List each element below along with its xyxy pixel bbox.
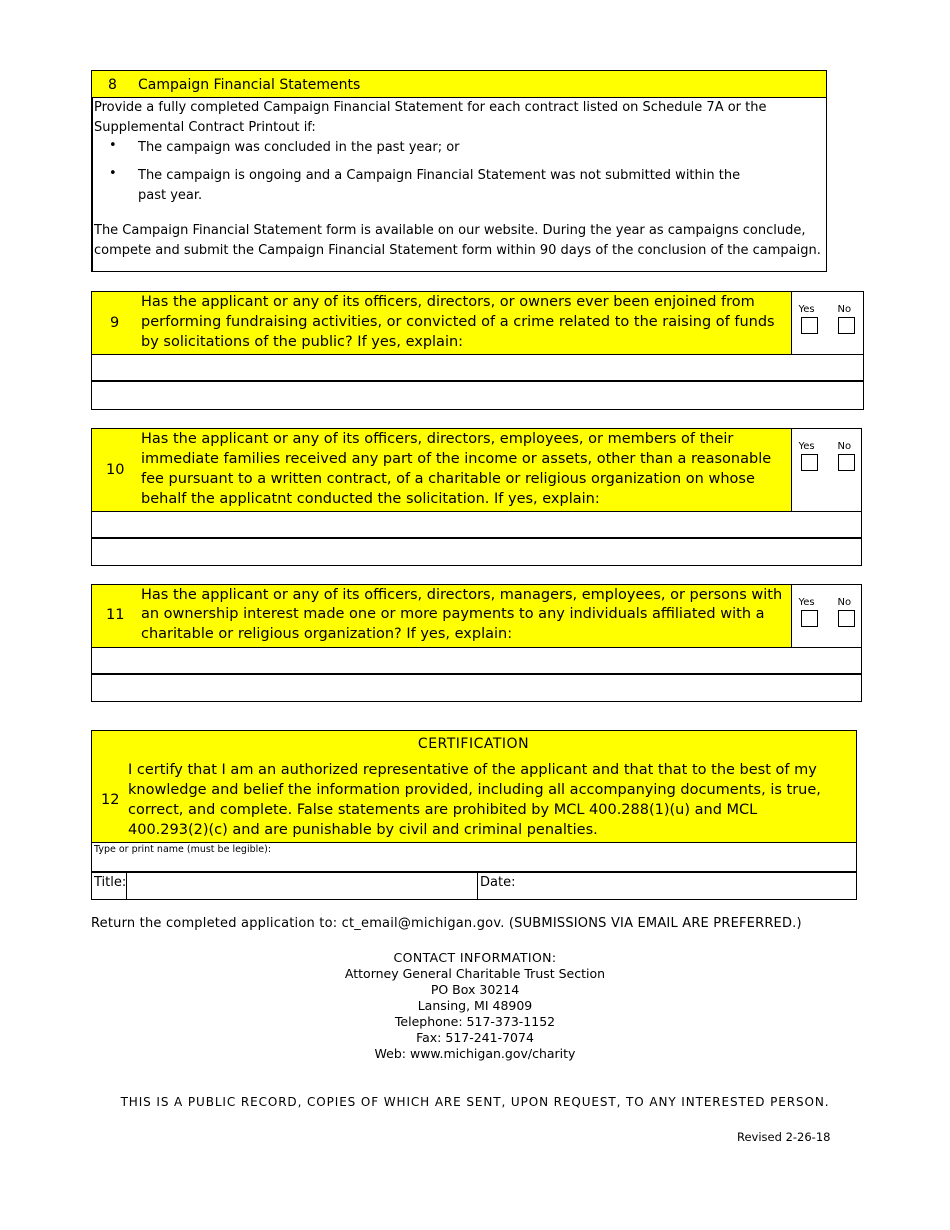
section-9-yes-no — [791, 291, 865, 355]
section-12 — [91, 730, 857, 900]
section-10-yes-no — [791, 428, 863, 512]
section-9-explain-line-2[interactable] — [91, 380, 864, 410]
section-8-closing-line-2: compete and submit the Campaign Financial Statement form within 90 days of the conclusion of the campaign. — [94, 243, 821, 258]
section-9-number: 9 — [110, 315, 120, 331]
section-9-line-1: Has the applicant or any of its officers, directors, or owners ever been enjoined from — [141, 294, 755, 310]
section-8-number: 8 — [108, 77, 117, 93]
section-9-line-3: by solicitations of the public? If yes, explain: — [141, 334, 464, 350]
title-field[interactable] — [126, 871, 478, 900]
section-9-explain-line-1[interactable] — [91, 354, 864, 382]
yes-label: Yes — [798, 441, 815, 452]
section-11-question — [91, 584, 792, 648]
section-10-yes-checkbox[interactable] — [801, 454, 818, 471]
section-10-number: 10 — [106, 462, 125, 478]
section-11-explain-line-1[interactable] — [91, 647, 862, 675]
certification-line-1: I certify that I am an authorized representative of the applicant and that that to the best of my — [128, 762, 817, 778]
section-8 — [91, 70, 827, 272]
section-9-line-2: performing fundraising activities, or convicted of a crime related to the raising of funds — [141, 314, 775, 330]
section-11-no-checkbox[interactable] — [838, 610, 855, 627]
bullet-icon: • — [109, 138, 117, 153]
section-11-line-1: Has the applicant or any of its officers, directors, managers, employees, or persons with — [141, 587, 783, 603]
contact-org: Attorney General Charitable Trust Section — [344, 966, 606, 981]
section-11-line-3: charitable or religious organization? If yes, explain: — [141, 626, 513, 642]
section-9-yes-checkbox[interactable] — [801, 317, 818, 334]
contact-info — [300, 950, 650, 1062]
section-12-number: 12 — [101, 792, 120, 808]
section-8-bullet-2-line-1: The campaign is ongoing and a Campaign Financial Statement was not submitted within the — [138, 168, 741, 183]
no-label: No — [837, 597, 852, 608]
certification-box — [91, 730, 857, 843]
section-10 — [91, 428, 862, 566]
name-field-label: Type or print name (must be legible): — [94, 843, 272, 855]
section-8-bullet-1: The campaign was concluded in the past year; or — [138, 140, 460, 155]
date-field[interactable] — [516, 872, 854, 898]
yes-label: Yes — [798, 304, 815, 315]
section-8-header — [91, 70, 827, 98]
contact-city: Lansing, MI 48909 — [417, 998, 533, 1013]
section-11 — [91, 584, 862, 702]
no-label: No — [837, 441, 852, 452]
section-10-explain-line-1[interactable] — [91, 511, 862, 539]
section-10-line-4: behalf the applicatnt conducted the solicitation. If yes, explain: — [141, 491, 600, 507]
contact-heading: CONTACT INFORMATION: — [393, 950, 557, 965]
section-8-bullet-2-line-2: past year. — [138, 188, 203, 203]
section-9 — [91, 291, 864, 410]
contact-telephone: Telephone: 517-373-1152 — [394, 1014, 556, 1029]
name-field[interactable] — [91, 842, 857, 873]
certification-line-2: knowledge and belief the information provided, including all accompanying documents, is true, — [128, 782, 821, 798]
section-11-explain-line-2[interactable] — [91, 673, 862, 702]
section-11-yes-checkbox[interactable] — [801, 610, 818, 627]
return-instructions: Return the completed application to: ct_email@michigan.gov. (SUBMISSIONS VIA EMAIL ARE PREFERRED.) — [91, 916, 802, 931]
section-10-question — [91, 428, 792, 512]
section-8-intro-line-2: Supplemental Contract Printout if: — [94, 120, 316, 135]
certification-line-4: 400.293(2)(c) and are punishable by civil and criminal penalties. — [128, 822, 598, 838]
certification-line-3: correct, and complete. False statements are prohibited by MCL 400.288(1)(u) and MCL — [128, 802, 758, 818]
title-date-row — [91, 871, 857, 900]
yes-label: Yes — [798, 597, 815, 608]
certification-heading: CERTIFICATION — [417, 736, 530, 752]
section-11-line-2: an ownership interest made one or more payments to any individuals affiliated with a — [141, 606, 765, 622]
section-10-no-checkbox[interactable] — [838, 454, 855, 471]
section-8-intro-line-1: Provide a fully completed Campaign Financial Statement for each contract listed on Schedule 7A or the — [94, 100, 767, 115]
section-11-number: 11 — [106, 607, 125, 623]
section-11-yes-no — [791, 584, 863, 648]
contact-po-box: PO Box 30214 — [430, 982, 520, 997]
section-9-question — [91, 291, 792, 355]
contact-web[interactable]: Web: www.michigan.gov/charity — [374, 1046, 576, 1061]
title-label: Title: — [94, 875, 127, 890]
bullet-icon: • — [109, 166, 117, 181]
public-record-notice: THIS IS A PUBLIC RECORD, COPIES OF WHICH ARE SENT, UPON REQUEST, TO ANY INTERESTED PERSON. — [120, 1095, 830, 1109]
section-10-explain-line-2[interactable] — [91, 537, 862, 566]
section-10-line-3: fee pursuant to a written contract, of a charitable or religious organization on whose — [141, 471, 755, 487]
section-8-title: Campaign Financial Statements — [138, 77, 361, 93]
revision-date: Revised 2-26-18 — [737, 1130, 831, 1144]
section-9-no-checkbox[interactable] — [838, 317, 855, 334]
section-10-line-1: Has the applicant or any of its officers, directors, employees, or members of their — [141, 431, 734, 447]
no-label: No — [837, 304, 852, 315]
contact-fax: Fax: 517-241-7074 — [416, 1030, 534, 1045]
date-label: Date: — [480, 875, 516, 890]
section-8-closing-line-1: The Campaign Financial Statement form is available on our website. During the year as campaigns conclude, — [94, 223, 806, 238]
section-10-line-2: immediate families received any part of the income or assets, other than a reasonable — [141, 451, 772, 467]
